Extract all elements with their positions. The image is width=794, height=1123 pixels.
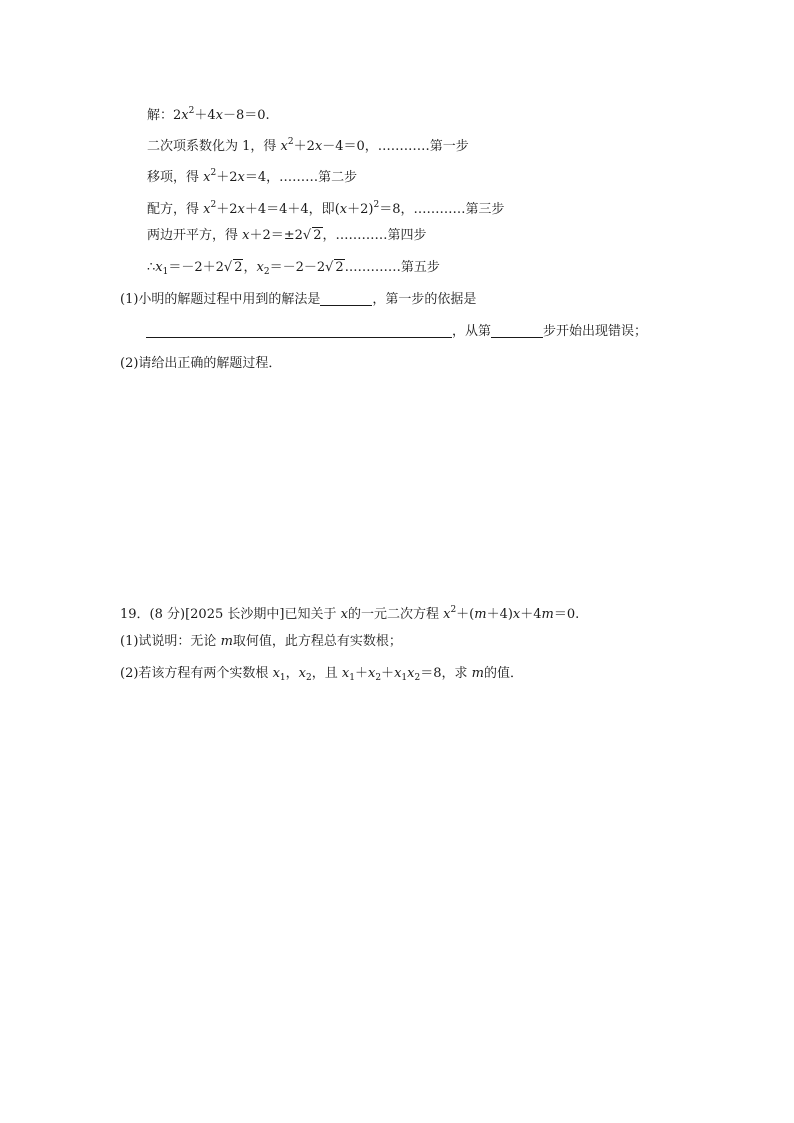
variable-m: m <box>220 634 233 649</box>
solution-prefix: 解： <box>147 108 174 123</box>
q19-equation: $x^2+(m+4)x+4m=0$. <box>443 605 580 622</box>
step3-label: ，…………第三步 <box>400 202 505 217</box>
step3-text: 配方，得 <box>147 202 204 217</box>
q19-part1-text-a: (1)试说明：无论 <box>120 634 221 649</box>
q18-part1-text-a: (1)小明的解题过程中用到的解法是 <box>120 292 321 307</box>
solution-line-1 <box>147 132 469 157</box>
step2-text: 移项，得 <box>147 170 204 185</box>
answer-blank-basis[interactable] <box>146 323 452 338</box>
step2-label: ，………第二步 <box>266 170 358 185</box>
root2-equation: $x_2=-2-2√$ 2 <box>256 260 344 277</box>
q19-intro-b: 的一元二次方程 <box>347 607 444 622</box>
answer-blank-step[interactable] <box>491 323 543 338</box>
step3-equation-b: $(x+2)^2=8$ <box>334 200 401 217</box>
q19-source-tag: [2025 长沙期中] <box>185 607 285 622</box>
step3-equation: $x^2+2x+4=4+4$ <box>203 200 309 217</box>
q19-intro-a: 已知关于 <box>284 607 341 622</box>
q18-part1-line1 <box>120 290 476 310</box>
step4-equation: x＋2＝±2√ 2 <box>242 228 322 243</box>
solution-line-0 <box>147 101 270 126</box>
roots-x1-x2: $x_1$，$x_2$ <box>272 666 312 683</box>
therefore-symbol: ∴ <box>147 260 156 275</box>
step4-label: ，…………第四步 <box>322 228 427 243</box>
q19-part2 <box>120 664 523 688</box>
q19-part2-text-c: ，求 <box>441 666 472 681</box>
comma: ， <box>243 260 257 275</box>
answer-blank-method[interactable] <box>320 291 372 306</box>
q19-part2-text-a: (2)若该方程有两个实数根 <box>120 666 273 681</box>
solution-line-3 <box>147 195 504 220</box>
q19-condition-equation: $x_1+x_2+x_1x_2=8$ <box>341 666 442 683</box>
q18-part1-text-d: 步开始出现错误； <box>543 324 648 339</box>
q19-stem <box>120 600 579 625</box>
variable-x: x <box>340 607 348 622</box>
root1-equation: $x_1=-2+2√$ 2 <box>155 260 243 277</box>
variable-m: m <box>471 666 484 681</box>
original-equation: $2x^2+4x-8=0$. <box>173 106 270 123</box>
q18-part2-text: (2)请给出正确的解题过程． <box>120 356 282 371</box>
step2-equation: $x^2+2x=4$ <box>203 168 267 185</box>
q19-answer-space[interactable] <box>120 700 680 1080</box>
step4-text: 两边开平方，得 <box>147 228 243 243</box>
solution-line-2 <box>147 163 357 188</box>
q18-part1-text-c: ，从第 <box>452 324 492 339</box>
q19-number: 19．(8 分) <box>120 607 186 622</box>
step3-join: ，即 <box>308 202 335 217</box>
solution-line-4 <box>147 226 427 246</box>
q18-answer-space[interactable] <box>120 380 680 590</box>
solution-line-5 <box>147 258 440 282</box>
q18-part2 <box>120 354 281 374</box>
q19-part2-text-d: 的值． <box>483 666 523 681</box>
step5-label: .…………第五步 <box>344 260 440 275</box>
q18-part1-text-b: ，第一步的依据是 <box>372 292 477 307</box>
step1-label: ，…………第一步 <box>364 139 469 154</box>
step1-equation: $x^2+2x-4=0$ <box>280 137 365 154</box>
q18-part1-line2 <box>146 322 647 342</box>
q19-part2-text-b: ，且 <box>311 666 342 681</box>
q19-part1 <box>120 632 402 652</box>
q19-part1-text-b: 取何值，此方程总有实数根； <box>232 634 402 649</box>
step1-text: 二次项系数化为 1，得 <box>147 139 281 154</box>
